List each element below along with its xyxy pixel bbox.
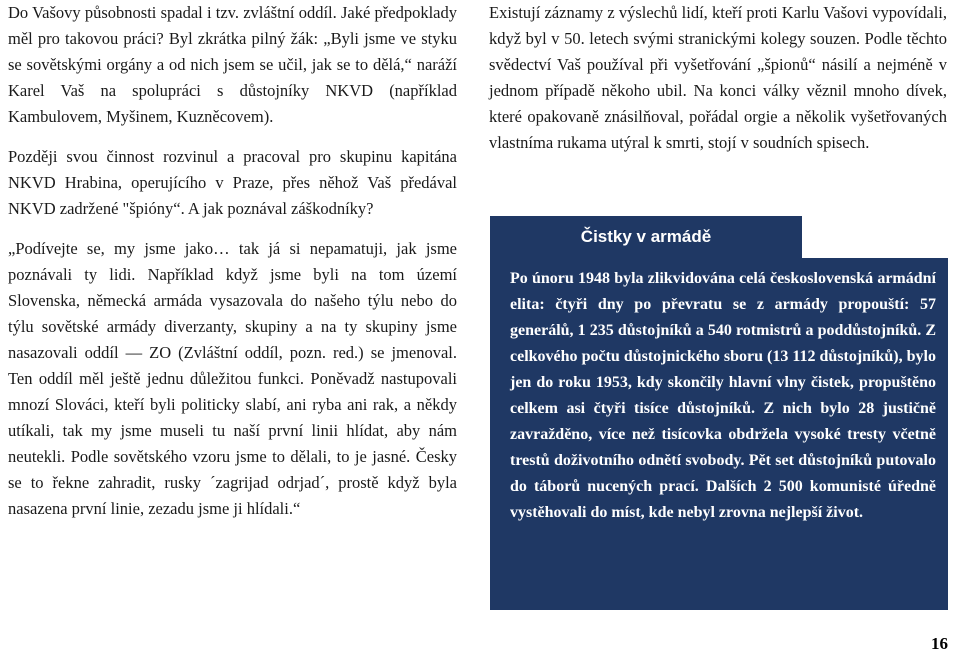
sidebar-box	[490, 258, 948, 610]
left-paragraph-2: Později svou činnost rozvinul a pracoval pro skupinu kapitána NKVD Hrabina, operujícího v Praze, přes něhož Vaš předával NKVD zadržené "špióny“. A jak poznával záškodníky?	[8, 147, 457, 218]
left-paragraph-1: Do Vašovy působnosti spadal i tzv. zvláštní oddíl. Jaké předpoklady měl pro takovou práci? Byl zkrátka pilný žák: „Byli jsme ve styku se sovětskými orgány a od nich jsem se učil, jak se to dělá,“ naráží Karel Vaš na spolupráci s důstojníky NKVD (například Kambulovem, Myšinem, Kuzněcovem).	[8, 3, 457, 126]
right-column	[489, 0, 947, 156]
page-number: 16	[931, 634, 948, 653]
sidebar-heading: Čistky v armádě	[490, 216, 802, 258]
left-column	[8, 0, 457, 522]
sidebar-text: Po únoru 1948 byla zlikvidována celá československá armádní elita: čtyři dny po převratu se z armády propouští: 57 generálů, 1 235 důstojníků a 540 rotmistrů a poddůstojníků. Z celkového počtu důstojnického sboru (13 112 důstojníků), bylo jen do roku 1953, kdy skončily hlavní vlny čistek, propuštěno celkem asi čtyři tisíce důstojníků. Z nich bylo 28 justičně zavražděno, více než tisícovka obdržela vysoké tresty včetně trestů doživotního odnětí svobody. Pět set důstojníků putovalo do táborů nucených prací. Dalších 2 500 komunisté úředně vystěhovali do míst, kde nebyl zrovna nejlepší život.	[510, 270, 936, 521]
right-paragraph-1: Existují záznamy z výslechů lidí, kteří proti Karlu Vašovi vypovídali, když byl v 50. letech svými stranickými kolegy souzen. Podle těchto svědectví Vaš používal při vyšetřování „špionů“ násilí a nejméně v jednom případě někoho ubil. Na konci války věznil mnoho dívek, které opakovaně znásilňoval, pořádal orgie a několik vyšetřovaných vlastníma rukama utýral k smrti, stojí v soudních spisech.	[489, 3, 947, 152]
left-paragraph-3: „Podívejte se, my jsme jako… tak já si nepamatuji, jak jsme poznávali ty lidi. Například když jsme byli na tom území Slovenska, německá armáda vysazovala do našeho týlu nebo do týlu sovětské armády diverzanty, skupiny a na ty skupiny jsme nasazovali oddíl — ZO (Zvláštní oddíl, pozn. red.) se jmenoval. Ten oddíl měl ještě jednu důležitou funkci. Poněvadž nastupovali mnozí Slováci, kteří byli politicky slabí, ani ryba ani rak, a někdy utíkali, tak my jsme museli tu naší první linii hlídat, aby nám neutekli. Podle sovětského vzoru jsme to dělali, to je jasné. Česky se to řekne zahradit, rusky ´zagrijad odrjad´, prostě když byla nasazena první linie, zezadu jsme ji hlídali.“	[8, 239, 457, 518]
